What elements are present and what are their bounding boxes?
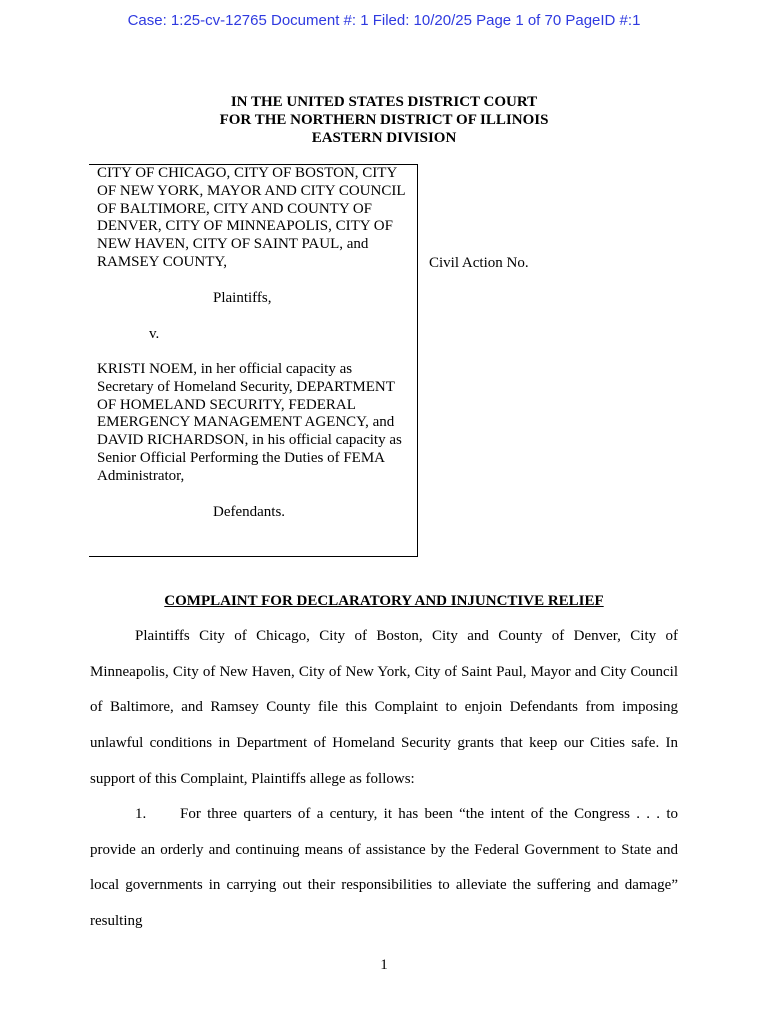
- court-heading: [0, 93, 768, 147]
- paragraph-1-text: For three quarters of a century, it has been “the intent of the Congress . . . to provide an orderly and continuing means of assistance by the Federal Government to State and local governments in carrying out their responsibilities to alleviate the suffering and damage” resulting: [90, 806, 678, 930]
- case-caption-box: [89, 164, 418, 557]
- court-heading-line-1: IN THE UNITED STATES DISTRICT COURT: [230, 94, 538, 110]
- civil-action-number: Civil Action No.: [429, 255, 529, 271]
- numbered-paragraph-1: [90, 797, 678, 940]
- paragraph-number: 1.: [135, 806, 147, 822]
- court-heading-line-2: FOR THE NORTHERN DISTRICT OF ILLINOIS: [219, 112, 549, 128]
- page-number: 1: [380, 957, 388, 973]
- defendants-label: Defendants.: [213, 504, 286, 520]
- plaintiffs-label: Plaintiffs,: [213, 290, 272, 306]
- complaint-title: COMPLAINT FOR DECLARATORY AND INJUNCTIVE RELIEF: [164, 593, 604, 609]
- versus-label: v.: [149, 326, 160, 342]
- plaintiffs-names: CITY OF CHICAGO, CITY OF BOSTON, CITY OF NEW YORK, MAYOR AND CITY COUNCIL OF BALTIMORE, CITY AND COUNTY OF DENVER, CITY OF MINNEAPOLIS, CITY OF NEW HAVEN, CITY OF SAINT PAUL, and RAMSEY COUNTY,: [97, 165, 406, 270]
- intro-paragraph: Plaintiffs City of Chicago, City of Boston, City and County of Denver, City of Minneapolis, City of New Haven, City of New York, City of Saint Paul, Mayor and City Council of Baltimore, and Ramsey County file this Complaint to enjoin Defendants from imposing unlawful conditions in Department of Homeland Security grants that keep our Cities safe. In support of this Complaint, Plaintiffs allege as follows:: [90, 628, 678, 787]
- court-heading-line-3: EASTERN DIVISION: [311, 130, 457, 146]
- case-header-stamp: Case: 1:25-cv-12765 Document #: 1 Filed: 10/20/25 Page 1 of 70 PageID #:1: [127, 12, 641, 29]
- defendants-names: KRISTI NOEM, in her official capacity as Secretary of Homeland Security, DEPARTMENT OF HOMELAND SECURITY, FEDERAL EMERGENCY MANAGEMENT AGENCY, and DAVID RICHARDSON, in his official capacity as Senior Official Performing the Duties of FEMA Administrator,: [97, 361, 402, 484]
